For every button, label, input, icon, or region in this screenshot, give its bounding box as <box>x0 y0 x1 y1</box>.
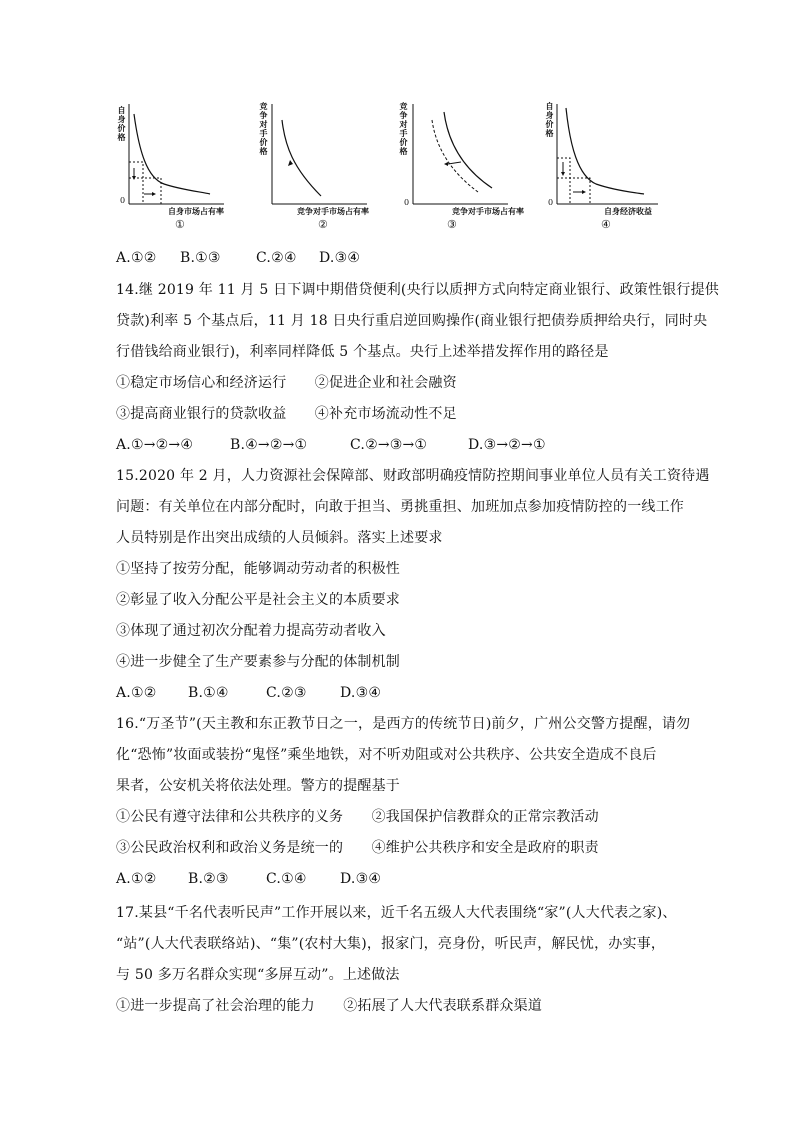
graph-2-xlabel: 竞争对手市场占有率 <box>297 206 369 216</box>
q16-stem-line-1: 16.“万圣节”(天主教和东正教节日之一，是西方的传统节日)前夕，广州公交警方提醒，请勿 <box>116 716 691 732</box>
q17-stem-line-2: “站”(人大代表联络站)、“集”(农村大集)，报家门，亮身份，听民声，解民忧，办实事， <box>116 936 666 952</box>
q14-stem-line-1: 14.继 2019 年 11 月 5 日下调中期借贷便利(央行以质押方式向特定商业银行、政策性银行提供 <box>116 282 719 298</box>
graph-4-xlabel: 自身经济收益 <box>604 206 652 216</box>
q14-option-a[interactable]: A.①→②→④ <box>116 437 194 453</box>
q17-stem-line-3: 与 50 多万名群众实现“多屏互动”。上述做法 <box>116 967 400 983</box>
q15-option-b[interactable]: B.①④ <box>188 685 229 701</box>
graph-2-number: ② <box>318 218 328 231</box>
graph-1-origin: 0 <box>120 196 126 205</box>
graph-4-origin: 0 <box>548 198 554 207</box>
q15-item-line-2: ②彰显了收入分配公平是社会主义的本质要求 <box>116 592 400 608</box>
q16-option-b[interactable]: B.②③ <box>188 871 229 887</box>
graph-4-ylabel: 自身价格 <box>545 101 554 138</box>
q15-stem-line-3: 人员特别是作出突出成绩的人员倾斜。落实上述要求 <box>116 530 443 546</box>
q13-option-b[interactable]: B.①③ <box>180 250 221 266</box>
q13-options <box>116 248 360 268</box>
q15-stem-line-2: 问题：有关单位在内部分配时，向敢于担当、勇挑重担、加班加点参加疫情防控的一线工作 <box>116 499 684 515</box>
q16-stem-line-2: 化“恐怖”妆面或装扮“鬼怪”乘坐地铁，对不听劝阻或对公共秩序、公共安全造成不良后 <box>116 747 657 763</box>
graph-3-origin: 0 <box>404 198 410 207</box>
graph-1-plot <box>112 96 242 216</box>
q13-option-a[interactable]: A.①② <box>116 250 157 266</box>
q15-item-line-3: ③体现了通过初次分配着力提高劳动者收入 <box>116 623 386 639</box>
graph-3-number: ③ <box>447 218 457 231</box>
graph-3-ylabel: 竞争对手价格 <box>399 101 408 156</box>
q15-item-line-1: ①坚持了按劳分配，能够调动劳动者的积极性 <box>116 561 400 577</box>
q14-options <box>116 435 546 455</box>
graph-2 <box>255 96 385 236</box>
q15-option-a[interactable]: A.①② <box>116 685 157 701</box>
graph-2-ylabel: 竞争对手价格 <box>259 101 268 156</box>
q14-option-d[interactable]: D.③→②→① <box>468 437 546 453</box>
q16-option-d[interactable]: D.③④ <box>340 871 382 887</box>
graph-3-xlabel: 竞争对手市场占有率 <box>452 206 524 216</box>
q13-option-c[interactable]: C.②④ <box>256 250 297 266</box>
q14-item-line-2: ③提高商业银行的贷款收益 ④补充市场流动性不足 <box>116 406 457 422</box>
graph-4 <box>540 96 670 236</box>
q15-option-c[interactable]: C.②③ <box>266 685 307 701</box>
graph-1-ylabel: 自身价格 <box>117 105 126 142</box>
q16-item-line-1: ①公民有遵守法律和公共秩序的义务 ②我国保护信教群众的正常宗教活动 <box>116 809 599 825</box>
q13-option-d[interactable]: D.③④ <box>319 250 361 266</box>
q16-item-line-2: ③公民政治权利和政治义务是统一的 ④维护公共秩序和安全是政府的职责 <box>116 840 599 856</box>
q15-options <box>116 683 381 703</box>
graph-4-number: ④ <box>601 218 611 231</box>
q15-option-d[interactable]: D.③④ <box>340 685 382 701</box>
q14-item-line-1: ①稳定市场信心和经济运行 ②促进企业和社会融资 <box>116 375 457 391</box>
q15-item-line-4: ④进一步健全了生产要素参与分配的体制机制 <box>116 654 400 670</box>
q14-stem-line-2: 贷款)利率 5 个基点后，11 月 18 日央行重启逆回购操作(商业银行把债券质押给央行，同时央 <box>116 313 708 329</box>
q16-option-a[interactable]: A.①② <box>116 871 157 887</box>
q14-option-c[interactable]: C.②→③→① <box>350 437 428 453</box>
q17-item-line-1: ①进一步提高了社会治理的能力 ②拓展了人大代表联系群众渠道 <box>116 998 542 1014</box>
q14-stem-line-3: 行借钱给商业银行)，利率同样降低 5 个基点。央行上述举措发挥作用的路径是 <box>116 344 609 360</box>
graph-3-plot <box>396 96 526 216</box>
q16-options <box>116 869 381 889</box>
q14-option-b[interactable]: B.④→②→① <box>230 437 308 453</box>
graph-1-number: ① <box>175 218 185 231</box>
graph-2-plot <box>255 96 385 216</box>
graphs-row <box>112 96 672 236</box>
graph-1-xlabel: 自身市场占有率 <box>168 206 224 216</box>
q16-option-c[interactable]: C.①④ <box>266 871 307 887</box>
q15-stem-line-1: 15.2020 年 2 月，人力资源社会保障部、财政部明确疫情防控期间事业单位人员有关工资待遇 <box>116 468 710 484</box>
q16-stem-line-3: 果者，公安机关将依法处理。警方的提醒基于 <box>116 778 400 794</box>
graph-4-plot <box>540 96 680 216</box>
graph-3 <box>396 96 526 236</box>
graph-1 <box>112 96 242 236</box>
q17-stem-line-1: 17.某县“千名代表听民声”工作开展以来，近千名五级人大代表围绕“家”(人大代表之家)、 <box>116 905 677 921</box>
